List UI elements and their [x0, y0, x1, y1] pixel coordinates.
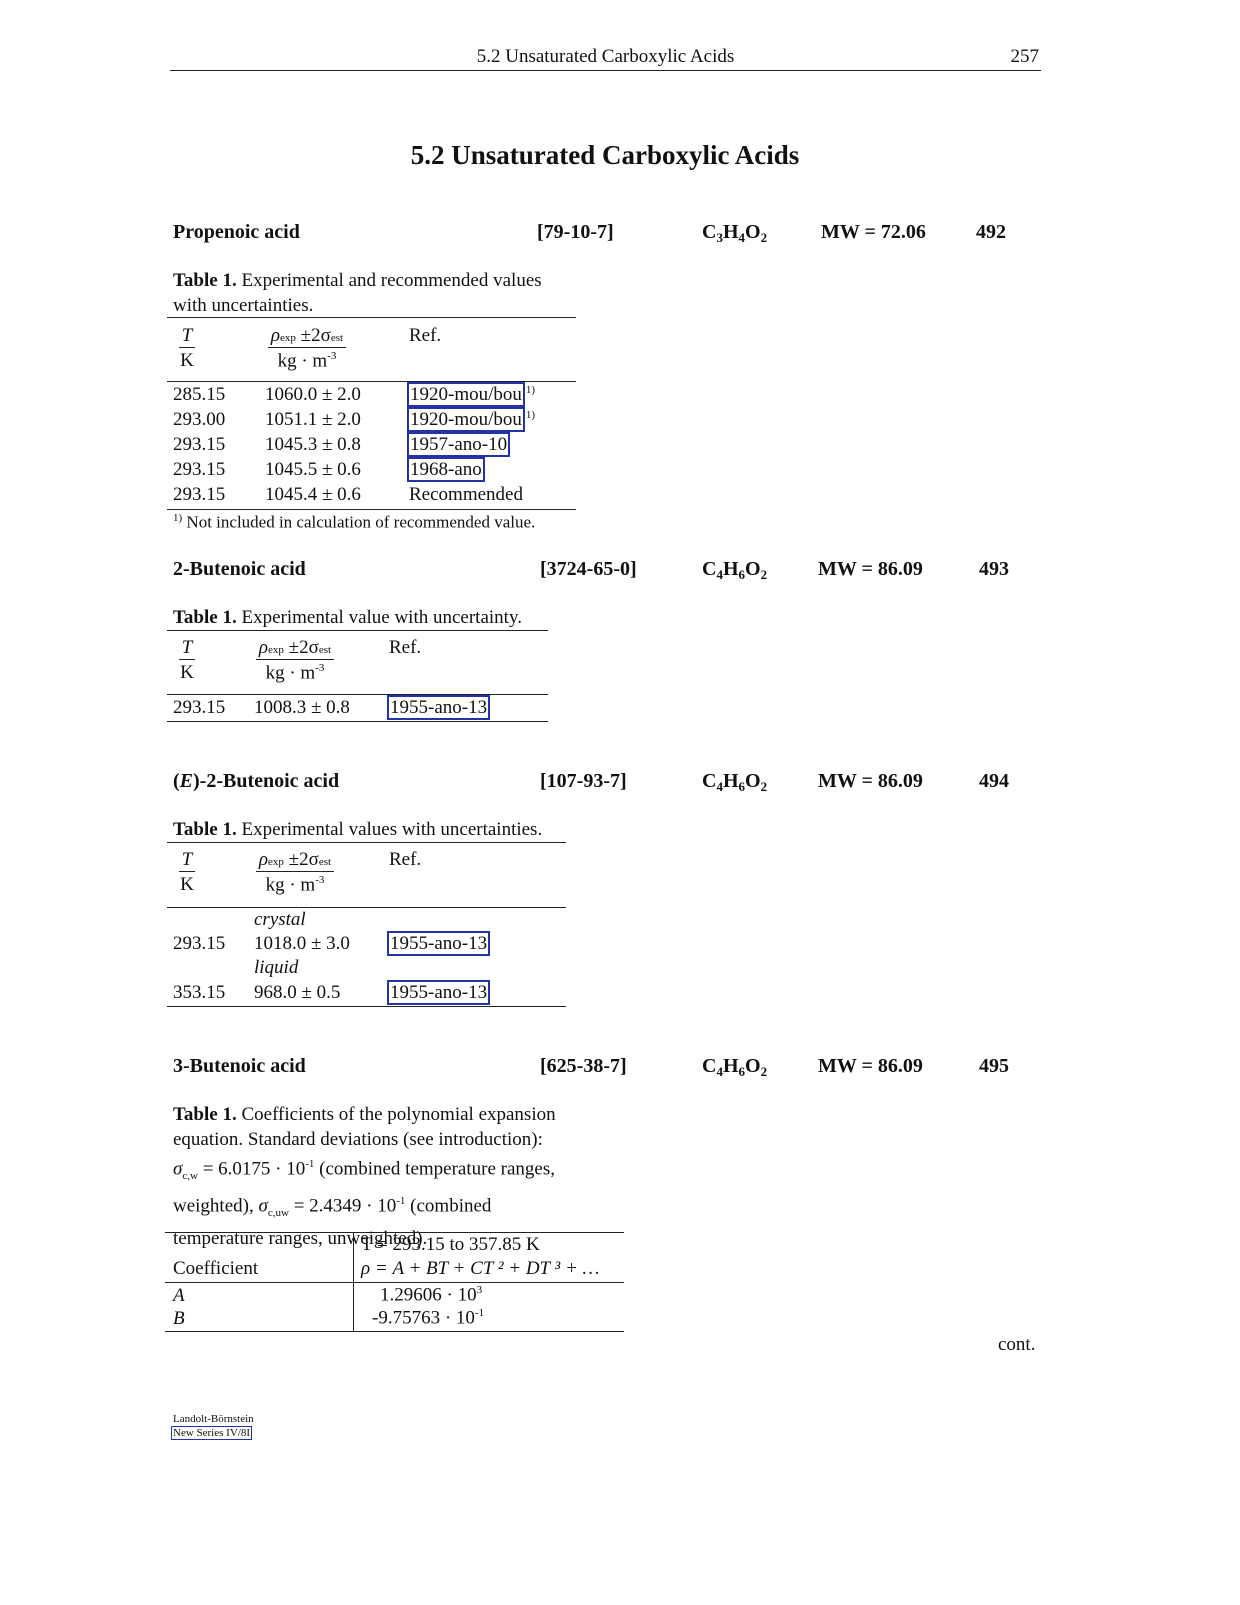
cell-temperature: 293.15 — [173, 484, 226, 505]
header-reference: Ref. — [389, 849, 422, 870]
footer-series-link[interactable]: New Series IV/8I — [173, 1427, 250, 1439]
page-number: 257 — [1010, 46, 1039, 67]
molecular-formula: $C_4H_6O_2$ — [702, 1055, 768, 1079]
molecular-formula: $C_4H_6O_2$ — [702, 558, 768, 582]
molecular-weight: MW = 86.09 — [818, 770, 923, 792]
table-rule-bottom — [167, 721, 548, 722]
phase-label: crystal — [254, 909, 306, 930]
reference-link[interactable]: 1957-ano-10 — [407, 432, 510, 457]
compound-name: 3-Butenoic acid — [173, 1055, 306, 1077]
cell-temperature: 285.15 — [173, 384, 226, 405]
cell-density: 1045.5 ± 0.6 — [265, 459, 361, 480]
cas-number: [625-38-7] — [540, 1055, 627, 1077]
compound-number: 495 — [979, 1055, 1009, 1077]
temperature-range: T = 293.15 to 357.85 K — [361, 1234, 540, 1255]
phase-label: liquid — [254, 957, 299, 978]
compound-number: 492 — [976, 221, 1006, 243]
compound-name: (E)-2-Butenoic acid — [173, 770, 340, 792]
table-rule-top — [167, 317, 576, 318]
table-rule-mid — [165, 1282, 624, 1283]
header-density: ρexp ±2σest kg · $m^{-3}$ — [262, 325, 352, 372]
reference-link[interactable]: 1968-ano — [407, 457, 485, 482]
cell-temperature: 293.15 — [173, 933, 226, 954]
cell-density: 968.0 ± 0.5 — [254, 982, 341, 1003]
coefficient-value: $-9.75763 \cdot 10^{-1}$ — [372, 1307, 485, 1329]
cell-density: 1060.0 ± 2.0 — [265, 384, 361, 405]
compound-name: Propenoic acid — [173, 221, 300, 243]
molecular-weight: MW = 86.09 — [818, 558, 923, 580]
table-rule-top — [165, 1232, 624, 1233]
cas-number: [3724-65-0] — [540, 558, 637, 580]
header-temperature: $\frac{T}{K}$ — [180, 325, 194, 371]
header-coefficient: Coefficient — [173, 1258, 259, 1279]
table-rule-top — [167, 842, 566, 843]
cell-density: 1051.1 ± 2.0 — [265, 409, 361, 430]
cell-temperature: 293.15 — [173, 459, 226, 480]
coefficient-name: A — [173, 1285, 185, 1306]
cas-number: [79-10-7] — [537, 221, 614, 243]
table-footnote: $^{1)}$ Not included in calculation of recommended value. — [173, 512, 536, 532]
footer-publisher: Landolt-Börnstein — [173, 1413, 254, 1425]
cell-recommended: Recommended — [409, 484, 523, 505]
header-density: ρexp ±2σest kg · $m^{-3}$ — [250, 637, 340, 684]
table-rule-bottom — [167, 1006, 566, 1007]
header-reference: Ref. — [389, 637, 422, 658]
table-rule-bottom — [165, 1331, 624, 1332]
reference-link[interactable]: 1955-ano-13 — [387, 931, 490, 956]
compound-number: 494 — [979, 770, 1009, 792]
molecular-weight: MW = 86.09 — [818, 1055, 923, 1077]
cell-temperature: 353.15 — [173, 982, 226, 1003]
table-caption: Table 1. Experimental value with uncertainty. — [173, 607, 522, 628]
cell-density: 1018.0 ± 3.0 — [254, 933, 350, 954]
cell-temperature: 293.15 — [173, 697, 226, 718]
section-title: 5.2 Unsaturated Carboxylic Acids — [410, 140, 800, 170]
reference-link[interactable]: 1920-mou/bou $^{1)}$ — [407, 382, 535, 407]
table-rule-top — [167, 630, 548, 631]
cell-temperature: 293.15 — [173, 434, 226, 455]
reference-link[interactable]: 1920-mou/bou $^{1)}$ — [407, 407, 535, 432]
polynomial-equation: ρ = A + BT + CT ² + DT ³ + … — [361, 1258, 600, 1279]
cell-temperature: 293.00 — [173, 409, 226, 430]
header-temperature: $\frac{T}{K}$ — [180, 849, 194, 895]
header-reference: Ref. — [409, 325, 442, 346]
compound-name: 2-Butenoic acid — [173, 558, 306, 580]
table-caption: Table 1. Experimental and recommended values with uncertainties. — [173, 270, 542, 316]
running-header — [170, 44, 1041, 71]
coefficient-value: $1.29606 \cdot 10^3$ — [380, 1284, 483, 1306]
continued-note: cont. — [998, 1334, 1036, 1355]
running-header-title: 5.2 Unsaturated Carboxylic Acids — [476, 46, 735, 67]
table-rule-mid — [167, 907, 566, 908]
table-rule-bottom — [167, 509, 576, 510]
coefficient-name: B — [173, 1308, 185, 1329]
reference-link[interactable]: 1955-ano-13 — [387, 695, 490, 720]
header-temperature: $\frac{T}{K}$ — [180, 637, 194, 683]
reference-link[interactable]: 1955-ano-13 — [387, 980, 490, 1005]
table-caption: Table 1. Coefficients of the polynomial expansion equation. Standard deviations (see introduction): $\sigma_{c,w} = 6.0175 \cdot 10^{-1}$ (combined temperature ranges, weighted), $\sigma_{c,uw} = 2.4349 \cdot 10^{-1}$ (combined temperature ranges, unweighted). — [173, 1104, 556, 1250]
header-density: ρexp ±2σest kg · $m^{-3}$ — [250, 849, 340, 896]
molecular-formula: $C_3H_4O_2$ — [702, 221, 768, 245]
molecular-weight: MW = 72.06 — [821, 221, 926, 243]
compound-number: 493 — [979, 558, 1009, 580]
cell-density: 1045.3 ± 0.8 — [265, 434, 361, 455]
table-caption: Table 1. Experimental values with uncertainties. — [173, 819, 543, 840]
table-rule-mid — [167, 694, 548, 695]
cell-density: 1045.4 ± 0.6 — [265, 484, 361, 505]
cell-density: 1008.3 ± 0.8 — [254, 697, 350, 718]
molecular-formula: $C_4H_6O_2$ — [702, 770, 768, 794]
cas-number: [107-93-7] — [540, 770, 627, 792]
